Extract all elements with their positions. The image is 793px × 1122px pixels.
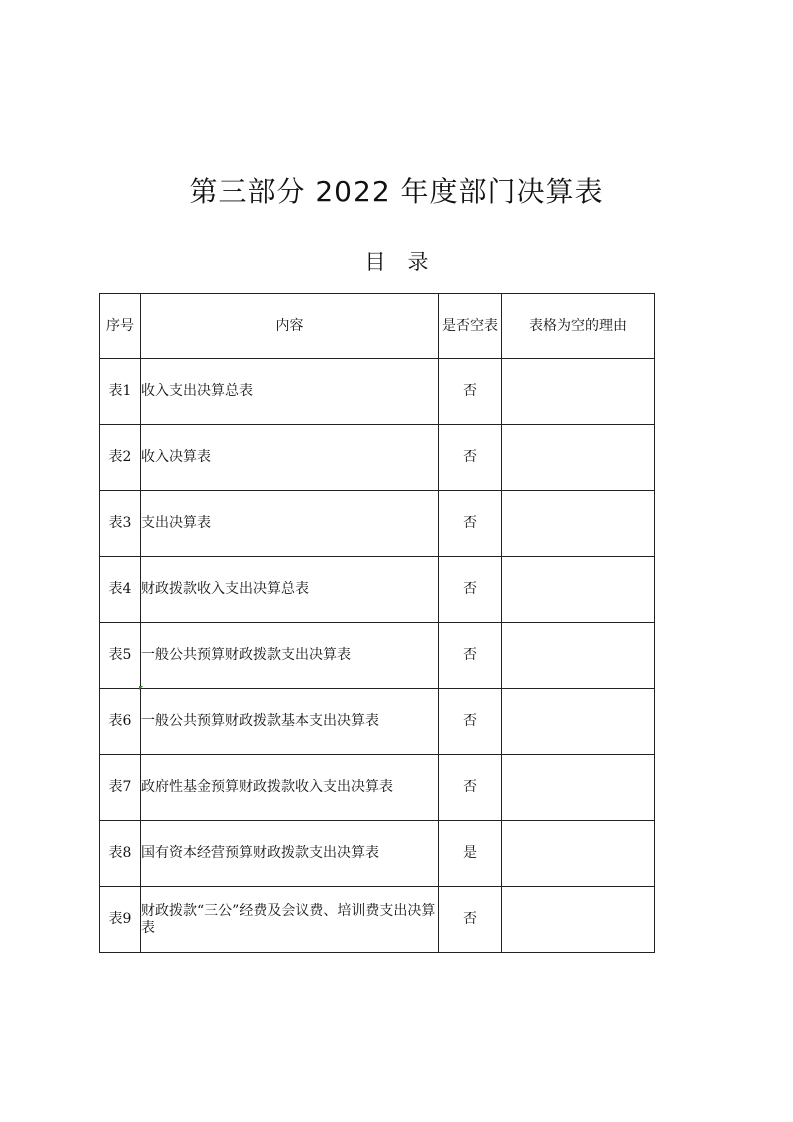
table-row [100, 623, 655, 689]
row-reason [502, 887, 655, 953]
row-content: 财政拨款“三公”经费及会议费、培训费支出决算表 [141, 887, 439, 953]
row-no: 表2 [100, 425, 141, 491]
row-reason [502, 359, 655, 425]
row-content: 财政拨款收入支出决算总表 [141, 557, 439, 623]
row-empty: 否 [439, 755, 502, 821]
table-row [100, 359, 655, 425]
row-no: 表3 [100, 491, 141, 557]
row-empty: 否 [439, 425, 502, 491]
row-no: 表8 [100, 821, 141, 887]
row-content: 政府性基金预算财政拨款收入支出决算表 [141, 755, 439, 821]
row-empty: 否 [439, 623, 502, 689]
table-row [100, 821, 655, 887]
row-empty: 否 [439, 491, 502, 557]
row-no: 表7 [100, 755, 141, 821]
row-reason [502, 623, 655, 689]
row-reason [502, 491, 655, 557]
row-content: 国有资本经营预算财政拨款支出决算表 [141, 821, 439, 887]
header-reason: 表格为空的理由 [502, 294, 655, 359]
row-no: 表6 [100, 689, 141, 755]
table-row [100, 491, 655, 557]
row-reason [502, 425, 655, 491]
subtitle-left: 目 [364, 250, 386, 274]
row-empty: 否 [439, 689, 502, 755]
row-content: 收入决算表 [141, 425, 439, 491]
table-row [100, 755, 655, 821]
row-content: 支出决算表 [141, 491, 439, 557]
row-content: 收入支出决算总表 [141, 359, 439, 425]
table-row [100, 887, 655, 953]
table-row [100, 557, 655, 623]
row-content: 一般公共预算财政拨款基本支出决算表 [141, 689, 439, 755]
row-reason [502, 755, 655, 821]
row-content: 一般公共预算财政拨款支出决算表 [141, 623, 439, 689]
row-reason [502, 557, 655, 623]
header-no: 序号 [100, 294, 141, 359]
header-content: 内容 [141, 294, 439, 359]
row-reason [502, 821, 655, 887]
table-row [100, 425, 655, 491]
row-no: 表9 [100, 887, 141, 953]
cell-comment-marker [139, 686, 143, 690]
row-empty: 是 [439, 821, 502, 887]
page-subtitle [0, 246, 793, 278]
row-empty: 否 [439, 359, 502, 425]
page-title: 第三部分 2022 年度部门决算表 [189, 175, 604, 208]
header-row [100, 294, 655, 359]
row-empty: 否 [439, 887, 502, 953]
subtitle-right: 录 [407, 250, 429, 274]
row-no: 表1 [100, 359, 141, 425]
row-no: 表4 [100, 557, 141, 623]
row-empty: 否 [439, 557, 502, 623]
table-row [100, 689, 655, 755]
row-no: 表5 [100, 623, 141, 689]
toc-table [99, 293, 655, 953]
row-reason [502, 689, 655, 755]
header-empty: 是否空表 [439, 294, 502, 359]
